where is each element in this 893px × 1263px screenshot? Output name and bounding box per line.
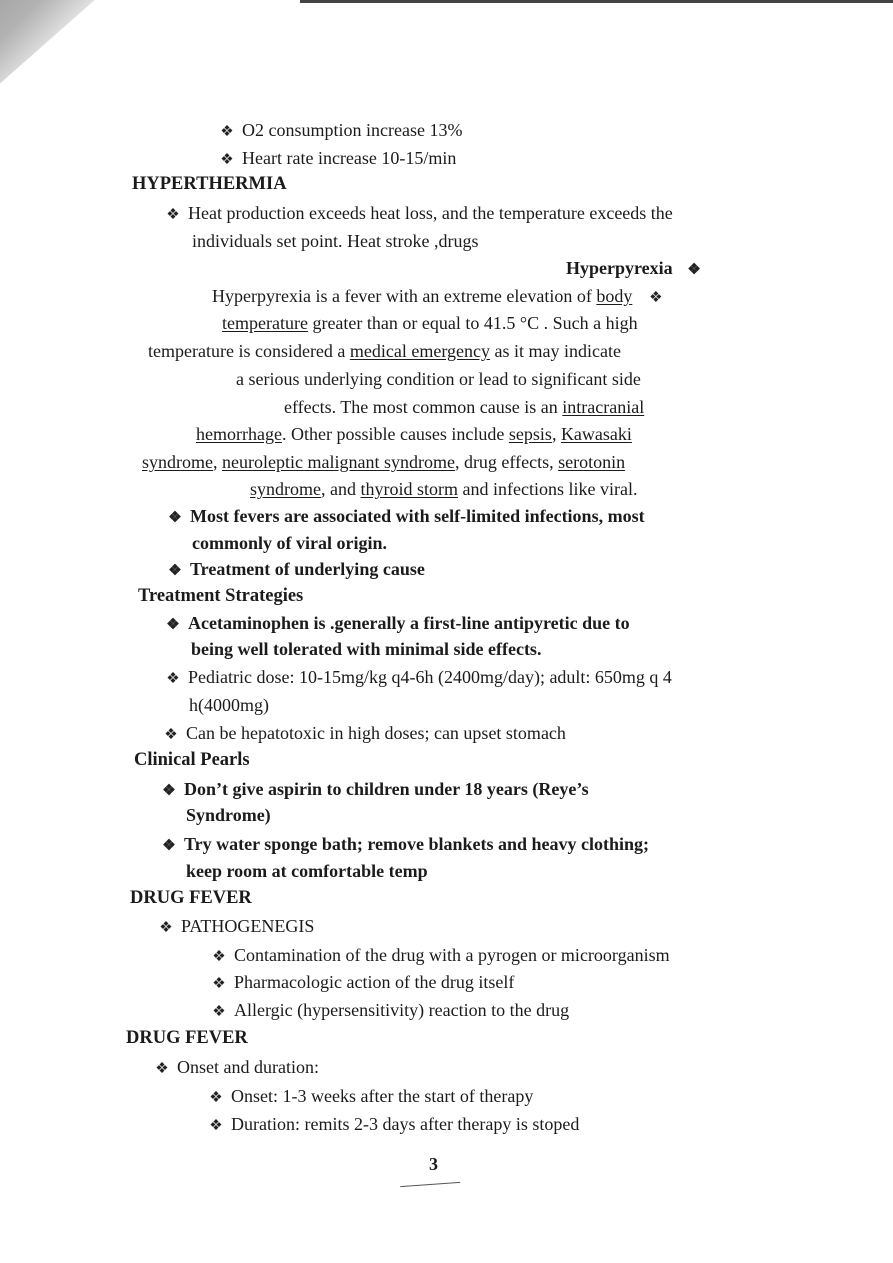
list-item-continuation: individuals set point. Heat stroke ,drugs [192, 231, 479, 251]
bullet-icon: ❖ [209, 1118, 223, 1134]
bullet-icon: ❖ [155, 1061, 169, 1077]
bullet-icon: ❖ [209, 1090, 223, 1106]
list-item: ❖ Most fevers are associated with self-limited infections, most [166, 505, 645, 529]
paragraph-line: a serious underlying condition or lead to significant side [236, 369, 641, 389]
bullet-icon: ❖ [164, 727, 178, 743]
list-item: ❖ Duration: remits 2-3 days after therapy is stoped [207, 1113, 579, 1137]
bullet-icon: ❖ [168, 510, 182, 526]
list-item: ❖ Allergic (hypersensitivity) reaction to the drug [210, 999, 569, 1023]
bullet-icon: ❖ [212, 976, 226, 992]
section-heading-drug-fever: DRUG FEVER [130, 888, 252, 908]
page-number: 3 [429, 1154, 438, 1174]
paragraph-line: syndrome, and thyroid storm and infections like viral. [250, 479, 638, 499]
list-item-continuation: commonly of viral origin. [192, 533, 387, 553]
paragraph-line: hemorrhage. Other possible causes include sepsis, Kawasaki [196, 424, 632, 444]
bullet-icon: ❖ [649, 290, 663, 306]
scan-corner-shadow [0, 0, 140, 110]
paragraph-line: temperature greater than or equal to 41.5 °C . Such a high [222, 313, 638, 333]
paragraph-line: temperature is considered a medical emergency as it may indicate [148, 341, 621, 361]
bullet-icon: ❖ [162, 783, 176, 799]
link-intracranial[interactable]: intracranial [562, 397, 645, 417]
link-syndrome[interactable]: syndrome [250, 479, 321, 499]
bullet-icon: ❖ [159, 920, 173, 936]
section-heading-treatment-strategies: Treatment Strategies [138, 586, 304, 606]
bullet-icon: ❖ [212, 1004, 226, 1020]
bullet-icon: ❖ [687, 262, 701, 278]
subheading-hyperpyrexia: Hyperpyrexia ❖ [566, 257, 709, 281]
link-sepsis[interactable]: sepsis [508, 424, 552, 444]
list-item: ❖ Pediatric dose: 10-15mg/kg q4-6h (2400mg/day); adult: 650mg q 4 [164, 666, 672, 690]
list-item: ❖ Don’t give aspirin to children under 18 years (Reye’s [160, 778, 589, 802]
list-item: ❖ Try water sponge bath; remove blankets and heavy clothing; [160, 833, 649, 857]
bullet-icon: ❖ [220, 124, 234, 140]
list-item: ❖ Acetaminophen is .generally a first-line antipyretic due to [164, 612, 630, 636]
list-item: ❖ Onset: 1-3 weeks after the start of therapy [207, 1085, 533, 1109]
page-number-underline [400, 1176, 460, 1187]
list-item: ❖ Can be hepatotoxic in high doses; can upset stomach [162, 722, 566, 746]
link-medical-emergency[interactable]: medical emergency [349, 341, 491, 361]
paragraph-line: effects. The most common cause is an intracranial [284, 397, 645, 417]
section-heading-drug-fever: DRUG FEVER [126, 1028, 248, 1048]
link-hemorrhage[interactable]: hemorrhage [196, 424, 282, 444]
list-item-continuation: h(4000mg) [189, 695, 269, 715]
list-item: ❖ Pharmacologic action of the drug itself [210, 971, 514, 995]
list-item: ❖ Heat production exceeds heat loss, and the temperature exceeds the [164, 202, 673, 226]
list-item: ❖ PATHOGENEGIS [157, 915, 314, 939]
list-item-continuation: Syndrome) [186, 805, 271, 825]
link-temperature[interactable]: temperature [222, 313, 308, 333]
list-item-continuation: keep room at comfortable temp [186, 861, 428, 881]
link-neuroleptic-malignant-syndrome[interactable]: neuroleptic malignant syndrome [222, 452, 455, 472]
link-syndrome[interactable]: syndrome [142, 452, 213, 472]
section-heading-clinical-pearls: Clinical Pearls [134, 750, 250, 770]
section-heading-hyperthermia: HYPERTHERMIA [132, 174, 287, 194]
link-kawasaki[interactable]: Kawasaki [560, 424, 632, 444]
bullet-icon: ❖ [212, 949, 226, 965]
link-body[interactable]: body [596, 286, 633, 306]
list-item: ❖ Treatment of underlying cause [166, 558, 425, 582]
bullet-icon: ❖ [168, 563, 182, 579]
list-item-continuation: being well tolerated with minimal side effects. [191, 639, 542, 659]
list-item: ❖ O2 consumption increase 13% [218, 119, 462, 143]
list-item: ❖ Onset and duration: [153, 1056, 319, 1080]
list-item: ❖ Heart rate increase 10-15/min [218, 147, 456, 171]
link-thyroid-storm[interactable]: thyroid storm [360, 479, 458, 499]
paragraph-line: Hyperpyrexia is a fever with an extreme elevation of body ❖ [212, 285, 671, 309]
scan-top-edge [300, 0, 893, 3]
link-serotonin[interactable]: serotonin [558, 452, 626, 472]
bullet-icon: ❖ [166, 671, 180, 687]
bullet-icon: ❖ [166, 617, 180, 633]
list-item: ❖ Contamination of the drug with a pyrogen or microorganism [210, 944, 670, 968]
paragraph-line: syndrome, neuroleptic malignant syndrome, drug effects, serotonin [142, 452, 626, 472]
bullet-icon: ❖ [220, 152, 234, 168]
bullet-icon: ❖ [162, 838, 176, 854]
bullet-icon: ❖ [166, 207, 180, 223]
